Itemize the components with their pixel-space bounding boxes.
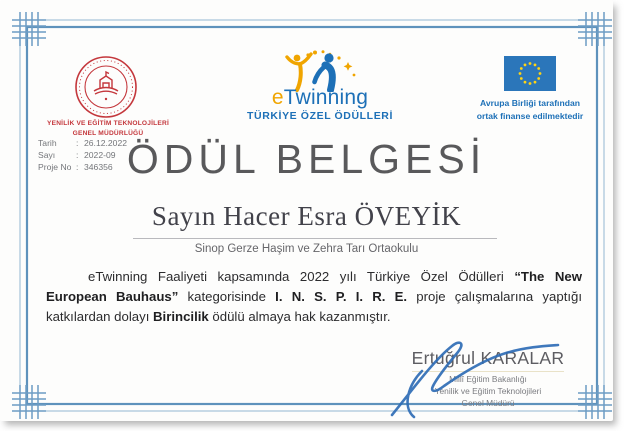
- signer-org-line2: Yenilik ve Eğitim Teknolojileri: [434, 385, 542, 396]
- meta-value-date: 26.12.2022: [84, 138, 128, 148]
- eu-caption-line1: Avrupa Birliği tarafından: [480, 98, 580, 108]
- corner-ornament-top-left: [12, 12, 46, 46]
- signer-titles: [396, 374, 580, 409]
- statement-segment: eTwinning Faaliyeti kapsamında 2022 yılı Türkiye Özel Ödülleri: [88, 269, 515, 284]
- signature-divider: [412, 371, 564, 372]
- corner-ornament-bottom-left: [12, 385, 46, 419]
- statement-segment: proje çalışmalarına yaptığı katkılardan dolayı: [46, 289, 583, 325]
- meta-value-number: 2022-09: [84, 150, 116, 161]
- eu-funding-caption: [458, 97, 602, 123]
- etwinning-wordmark-e: e: [271, 86, 284, 109]
- meb-seal-icon: [74, 55, 138, 119]
- corner-ornament-top-right: [578, 12, 612, 46]
- statement-segment-rank: Birincilik: [153, 309, 209, 325]
- award-statement: [46, 267, 582, 327]
- signer-name: Ertuğrul KARALAR: [411, 348, 565, 368]
- meta-separator: :: [76, 162, 79, 173]
- corner-ornament-bottom-right: [578, 385, 612, 419]
- meta-value-project: 346356: [84, 162, 113, 173]
- signer-org-line3: Genel Müdürü: [461, 397, 515, 408]
- statement-segment-category: “The New European Bauhaus”: [46, 269, 582, 305]
- etwinning-subtitle: TÜRKİYE ÖZEL ÖDÜLLERİ: [247, 110, 393, 122]
- meta-separator: :: [76, 150, 79, 161]
- statement-segment: kategorisinde: [187, 289, 276, 305]
- meta-label: Tarih: [38, 138, 57, 148]
- ministry-org-line1: YENİLİK VE EĞİTİM TEKNOLOJİLERİ: [47, 120, 169, 127]
- recipient-name: Sayın Hacer Esra ÖVEYİK: [151, 201, 462, 231]
- etwinning-wordmark: [232, 86, 408, 110]
- recipient-underline: [133, 238, 497, 239]
- eu-caption-line2: ortak finanse edilmektedir: [476, 110, 584, 121]
- etwinning-wordmark-rest: Twinning: [283, 86, 369, 109]
- meta-label: Proje No: [38, 162, 72, 173]
- meta-separator: :: [76, 138, 79, 148]
- recipient-school: Sinop Gerze Haşim ve Zehra Tarı Ortaokulu: [194, 243, 419, 255]
- statement-segment: ödülü almaya hak kazanmıştır.: [208, 309, 391, 325]
- ministry-org-line2: GENEL MÜDÜRLÜĞÜ: [72, 129, 144, 137]
- meta-label: Sayı: [38, 150, 56, 161]
- certificate-title: ÖDÜL BELGESİ: [126, 136, 487, 182]
- statement-segment-project: I. N. S. P. I. R. E.: [275, 289, 417, 305]
- eu-flag-icon: [504, 56, 556, 91]
- signer-org-line1: Millî Eğitim Bakanlığı: [449, 374, 527, 384]
